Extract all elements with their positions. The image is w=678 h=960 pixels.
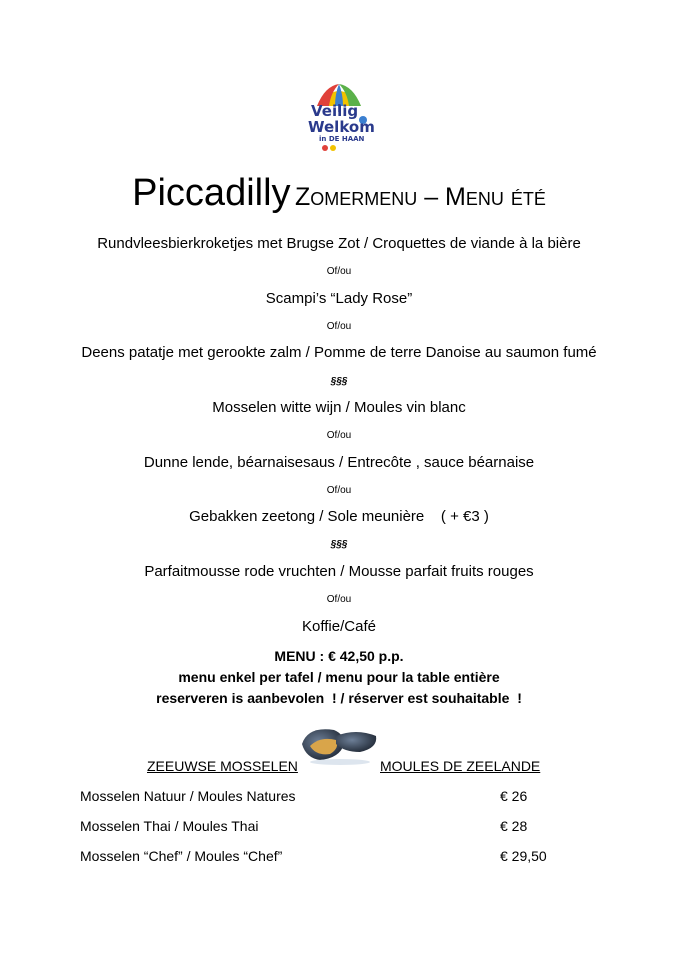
coffee: Koffie/Café	[302, 618, 376, 635]
menu-per-table: menu enkel per tafel / menu pour la table entière	[178, 669, 500, 685]
or-separator-2: Of/ou	[326, 321, 352, 332]
or-separator-5: Of/ou	[326, 594, 352, 605]
mussel-item-name: Mosselen “Chef” / Moules “Chef”	[80, 848, 283, 864]
page-title	[0, 172, 678, 215]
menu-price: MENU : € 42,50 p.p.	[274, 648, 404, 664]
starter-3: Deens patatje met gerookte zalm / Pomme de terre Danoise au saumon fumé	[81, 344, 597, 361]
course-divider-1: §§§	[330, 376, 348, 387]
mussel-item-name: Mosselen Natuur / Moules Natures	[80, 788, 296, 804]
logo-line-2: Welkom	[308, 118, 375, 136]
starter-2: Scampi’s “Lady Rose”	[265, 290, 413, 307]
or-separator-4: Of/ou	[326, 485, 352, 496]
mussel-item-name: Mosselen Thai / Moules Thai	[80, 818, 259, 834]
mussels-header-nl: ZEEUWSE MOSSELEN	[147, 758, 298, 774]
mussel-item-price: € 29,50	[500, 848, 547, 864]
course-divider-2: §§§	[330, 539, 348, 550]
veilig-welkom-logo	[303, 80, 375, 156]
mussel-item-price: € 26	[500, 788, 528, 804]
mussels-header-fr: MOULES DE ZEELANDE	[380, 758, 541, 774]
or-separator-3: Of/ou	[326, 430, 352, 441]
mussel-illustration	[300, 722, 380, 766]
starter-1: Rundvleesbierkroketjes met Brugse Zot / Croquettes de viande à la bière	[97, 235, 581, 252]
main-3: Gebakken zeetong / Sole meunière ( + €3 )	[189, 508, 489, 525]
reservation-note: reserveren is aanbevolen ! / réserver est souhaitable !	[156, 690, 522, 706]
mussel-icon	[300, 722, 380, 766]
dessert: Parfaitmousse rode vruchten / Mousse parfait fruits rouges	[144, 563, 534, 580]
logo-line-1: Veilig	[311, 102, 359, 120]
main-2: Dunne lende, béarnaisesaus / Entrecôte , sauce béarnaise	[143, 454, 535, 471]
mussel-item-price: € 28	[500, 818, 528, 834]
or-separator-1: Of/ou	[326, 266, 352, 277]
restaurant-name: Piccadilly	[132, 172, 291, 214]
main-1: Mosselen witte wijn / Moules vin blanc	[212, 399, 466, 416]
menu-subtitle: Zomermenu – Menu été	[294, 183, 546, 211]
logo-line-3: in DE HAAN	[319, 135, 365, 143]
